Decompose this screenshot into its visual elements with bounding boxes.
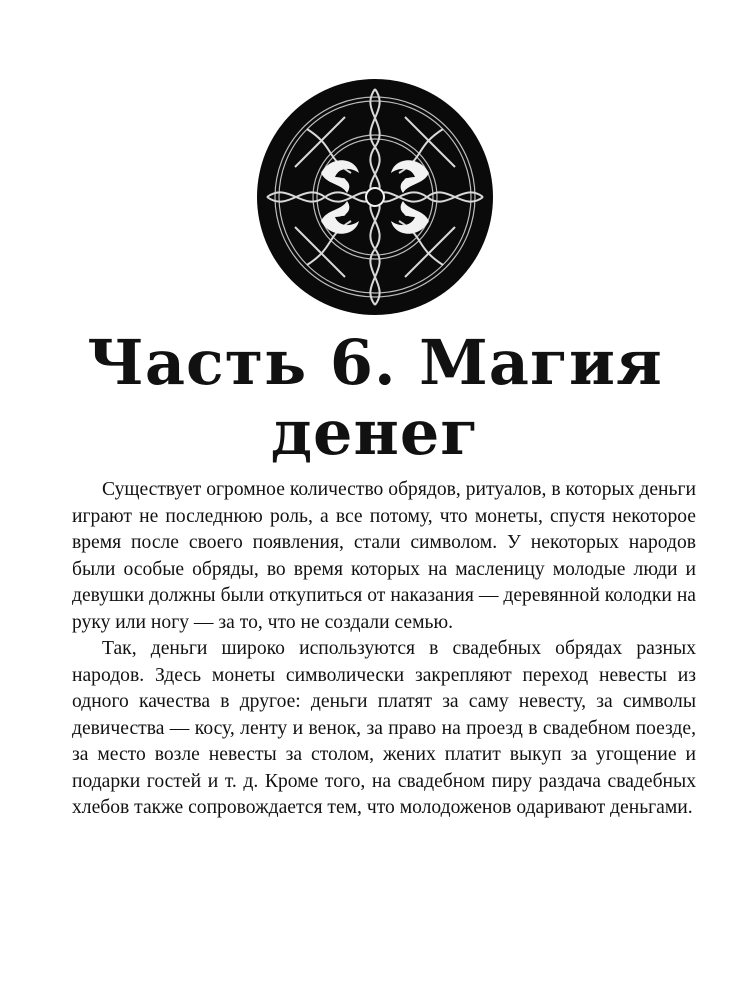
chapter-title-line-1: Часть 6. Магия <box>87 326 663 399</box>
celtic-knot-emblem-icon <box>255 77 495 317</box>
body-text <box>72 477 696 822</box>
chapter-title-line-2: денег <box>270 396 480 469</box>
paragraph-2: Так, деньги широко используются в свадебных обрядах разных народов. Здесь монеты символически закрепляют переход невесты из одного качества в другое: деньги платят за саму невесту, за символы девичества — косу, ленту и венок, за право на проезд в свадебном поезде, за место возле невесты за столом, жених платит выкуп за угощение и подарки гостей и т. д. Кроме того, на свадебном пиру раздача свадебных хлебов также сопровождается тем, что молодоженов одаривают деньгами. <box>72 638 696 818</box>
paragraph-1: Существует огромное количество обрядов, ритуалов, в которых деньги играют не последнюю роль, а все потому, что монеты, спустя некоторое время после своего появления, стали символом. У некоторых народов были особые обряды, во время которых на масленицу молодые люди и девушки должны были откупиться от наказания — деревянной колодки на руку или ногу — за то, что не создали семью. <box>72 479 696 633</box>
chapter-title <box>0 328 750 468</box>
